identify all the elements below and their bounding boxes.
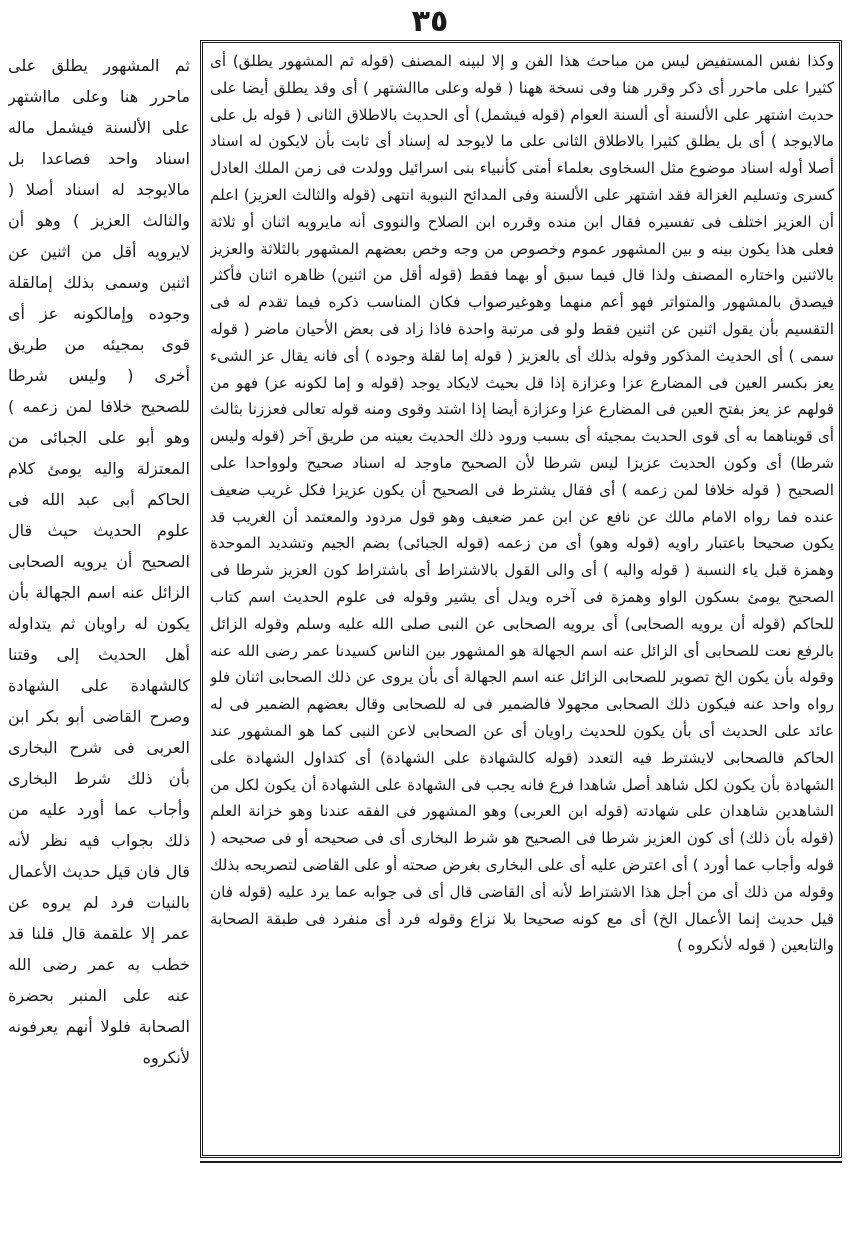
matn-column [8,50,190,1154]
commentary-text: وكذا نفس المستفيض ليس من مباحث هذا الفن و إلا لبينه المصنف (قوله ثم المشهور يطلق) أى كثيرا على ماحرر أى ذكر وقرر هنا وفى نسخة ههنا ( قوله وعلى ماالشتهر ) أى وقد يطلق أيضا على حديث اشتهر على الألسنة أى ألسنة العوام (قوله فيشمل) أى الحديث بالاطلاق الثانى ( قوله بل على مالايوجد ) أى بل يطلق كثيرا بالاطلاق الثانى على ما لايوجد له إسناد أى ثابت بأن لايكون له اسناد أصلا أوله اسناد موضوع مثل السخاوى بعلماء أمتى كأنبياء بنى اسرائيل وولدت فى زمن الملك العادل كسرى وتسليم الغزالة فقد اشتهر على الألسنة وفى المدائح النبوية انتهى (قوله والثالث العزيز) اعلم أن العزيز اختلف فى تفسيره فقال ابن منده وقرره ابن الصلاح والنووى أنه مايرويه اثنان أو ثلاثة فعلى هذا يكون بينه و بين المشهور عموم وخصوص من وجه وخص بعضهم المشهور بالثلاثة والعزيز بالاثنين واختاره المصنف ولذا قال فيما سبق أو بهما فقط (قوله أقل من اثنين) ظاهره اثنان فأكثر فيصدق بالمشهور والمتواتر فهو أعم منهما وهوغيرصواب فكان المناسب ذكره فيما تقدم له فى التقسيم بأن يقول اثنين عن اثنين فقط ولو فى مرتبة واحدة فاذا زاد فى بعض الأحيان ماضر ( قوله سمى ) أى الحديث المذكور وقوله بذلك أى بالعزيز ( قوله إما لقلة وجوده ) أى فانه يقال عز الشىء يعز بكسر العين فى المضارع عزا وعزازة إذا قل بحيث لايكاد يوجد (قوله و إما لكونه عز) فهو من قولهم عز يعز بفتح العين فى المضارع عزا وعزازة أيضا إذا اشتد وقوى ومنه قوله تعالى فعززنا بثالث أى قويناهما به أى قوى الحديث بمجيئه أى بسبب ورود ذلك الحديث بعينه من طريق آخر (قوله وليس شرطا) أى وكون الحديث عزيزا ليس شرطا لأن الصحيح ماوجد له اسناد صحيح ولوواحدا على الصحيح ( قوله خلافا لمن زعمه ) أى فقال يشترط فى الصحيح أن يكون عزيزا فكل غريب ضعيف عنده فما رواه الامام مالك عن نافع عن ابن عمر ضعيف وهو قول مردود والمعتمد أن الغريب قد يكون صحيحا باعتبار راويه (قوله وهو) أى من زعمه (قوله الجبائى) بضم الجيم وتشديد الموحدة وهمزة قبل ياء النسبة ( قوله واليه ) أى والى القول بالاشتراط أى باشتراط كون العزيز شرطا فى الصحيح يومئ بسكون الواو وهمزة فى آخره ويدل أى يشير وقوله فى علوم الحديث اسم كتاب للحاكم (قوله أن يرويه الصحابى) أى يرويه الصحابى عن النبى صلى الله عليه وسلم وقوله الزائل بالرفع نعت للصحابى أى الزائل عنه اسم الجهالة هو المشهور بين الناس كسيدنا عمر رضى الله عنه وقوله بأن يكون الخ تصوير للصحابى الزائل عنه اسم الجهالة أى بأن يروى عن ذلك الصحابى اثنان فلو رواه واحد عنه فيكون ذلك الصحابى مجهولا فالضمير فى له للصحابى وقال بعضهم الضمير فى له عائد على الحديث أى بأن يكون للحديث راويان أى عن الصحابى لاعن النبى كما هو المشهور عند الحاكم فالصحابى لايشترط فيه التعدد (قوله كالشهادة على الشهادة) أى كتداول الشهادة على الشهادة بأن يكون لكل شاهد أصل شاهدا فرع فانه يجب فى الشهادة على الشهادة أن يكون لكل من الشاهدين شاهدان على شهادته (قوله ابن العربى) وهو المشهور فى الفقه عندنا وهو خزانة العلم (قوله بأن ذلك) أى كون العزيز شرطا فى الصحيح هو شرط البخارى أى فى صحيحه أو فى صحيحه ( قوله وأجاب عما أورد ) أى اعترض عليه أى على البخارى بغرض صحته أو على القاضى لتصريحه بذلك وقوله من ذلك أى من أجل هذا الاشتراط لأنه أى القاضى قال أى فى جوابه عما يرد عليه (قوله فان قيل حديث إنما الأعمال الخ) أى مع كونه صحيحا بلا نزاع وقوله فرد أى منفرد فى طبقة الصحابة والتابعين ( قوله لأنكروه ) [210,52,834,955]
matn-text: ثم المشهور يطلق على ماحرر هنا وعلى مااشتهر على الألسنة فيشمل ماله اسناد واحد فصاعدا بل مالايوجد له اسناد أصلا ( والثالث العزيز ) وهو أن لايرويه أقل من اثنين عن اثنين وسمى بذلك إمالقلة وجوده وإمالكونه عز أى قوى بمجيئه من طريق أخرى ( وليس شرطا للصحيح خلافا لمن زعمه ) وهو أبو على الجبائى من المعتزلة واليه يومئ كلام الحاكم أبى عبد الله فى علوم الحديث حيث قال الصحيح أن يرويه الصحابى الزائل عنه اسم الجهالة بأن يكون له راويان ثم يتداوله أهل الحديث إلى وقتنا كالشهادة على الشهادة وصرح القاضى أبو بكر ابن العربى فى شرح البخارى بأن ذلك شرط البخارى وأجاب عما أورد عليه من ذلك بجواب فيه نظر لأنه قال فان قيل حديث الأعمال بالنيات فرد لم يروه عن عمر إلا علقمة قال قلنا قد خطب به عمر رضى الله عنه على المنبر بحضرة الصحابة فلولا أنهم يعرفونه لأنكروه [8,56,190,1067]
commentary-column [210,48,834,1154]
page-number: ٣٥ [411,4,449,39]
bottom-rule [200,1161,842,1163]
